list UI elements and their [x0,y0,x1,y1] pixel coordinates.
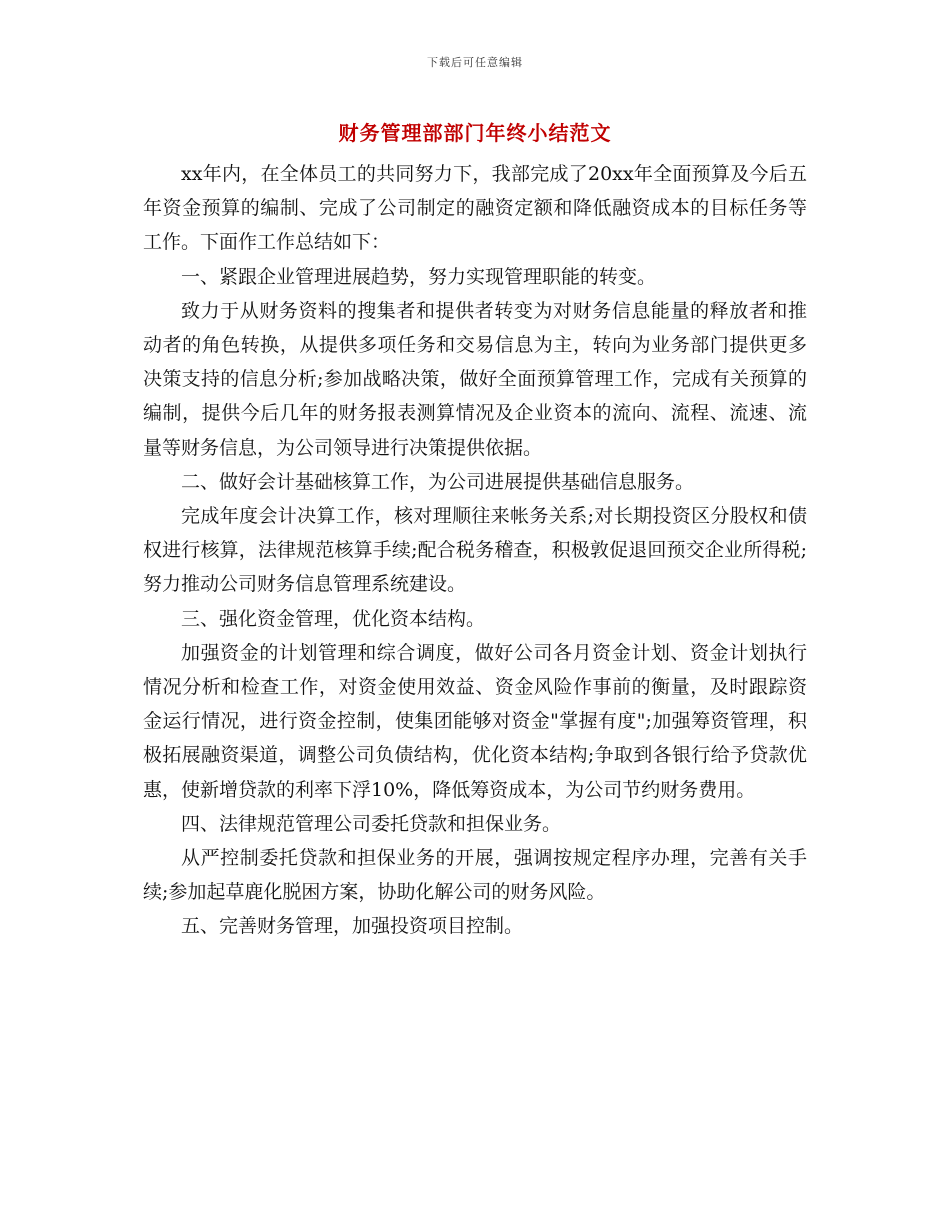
document-title: 财务管理部部门年终小结范文 [338,121,612,145]
section-heading-5: 五、完善财务管理，加强投资项目控制。 [181,915,524,938]
section-heading-4: 四、法律规范管理公司委托贷款和担保业务。 [181,812,562,835]
paragraph-intro: xx年内，在全体员工的共同努力下，我部完成了20xx年全面预算及今后五年资金预算的编制、完成了公司制定的融资定额和降低融资成本的目标任务等工作。下面作工作总结如下： [143,163,807,254]
section-heading-1: 一、紧跟企业管理进展趋势，努力实现管理职能的转变。 [181,265,657,288]
paragraph-section-1: 致力于从财务资料的搜集者和提供者转变为对财务信息能量的释放者和推动者的角色转换，从提供多项任务和交易信息为主，转向为业务部门提供更多决策支持的信息分析;参加战略决策，做好全面预算管理工作，完成有关预算的编制，提供今后几年的财务报表测算情况及企业资本的流向、流程、流速、流量等财务信息，为公司领导进行决策提供依据。 [143,299,807,459]
paragraph-section-2: 完成年度会计决算工作，核对理顺往来帐务关系;对长期投资区分股权和债权进行核算，法律规范核算手续;配合税务稽查，积极敦促退回预交企业所得税;努力推动公司财务信息管理系统建设。 [143,505,807,596]
header-note: 下载后可任意编辑 [427,56,523,69]
section-heading-2: 二、做好会计基础核算工作，为公司进展提供基础信息服务。 [181,470,695,493]
section-heading-3: 三、强化资金管理，优化资本结构。 [181,607,486,630]
document-body [143,157,807,944]
paragraph-section-4: 从严控制委托贷款和担保业务的开展，强调按规定程序办理，完善有关手续;参加起草鹿化脱困方案，协助化解公司的财务风险。 [143,847,807,904]
paragraph-section-3: 加强资金的计划管理和综合调度，做好公司各月资金计划、资金计划执行情况分析和检查工作，对资金使用效益、资金风险作事前的衡量，及时跟踪资金运行情况，进行资金控制，使集团能够对资金"掌握有度";加强筹资管理，积极拓展融资渠道，调整公司负债结构，优化资本结构;争取到各银行给予贷款优惠，使新增贷款的利率下浮10%，降低筹资成本，为公司节约财务费用。 [143,641,807,801]
